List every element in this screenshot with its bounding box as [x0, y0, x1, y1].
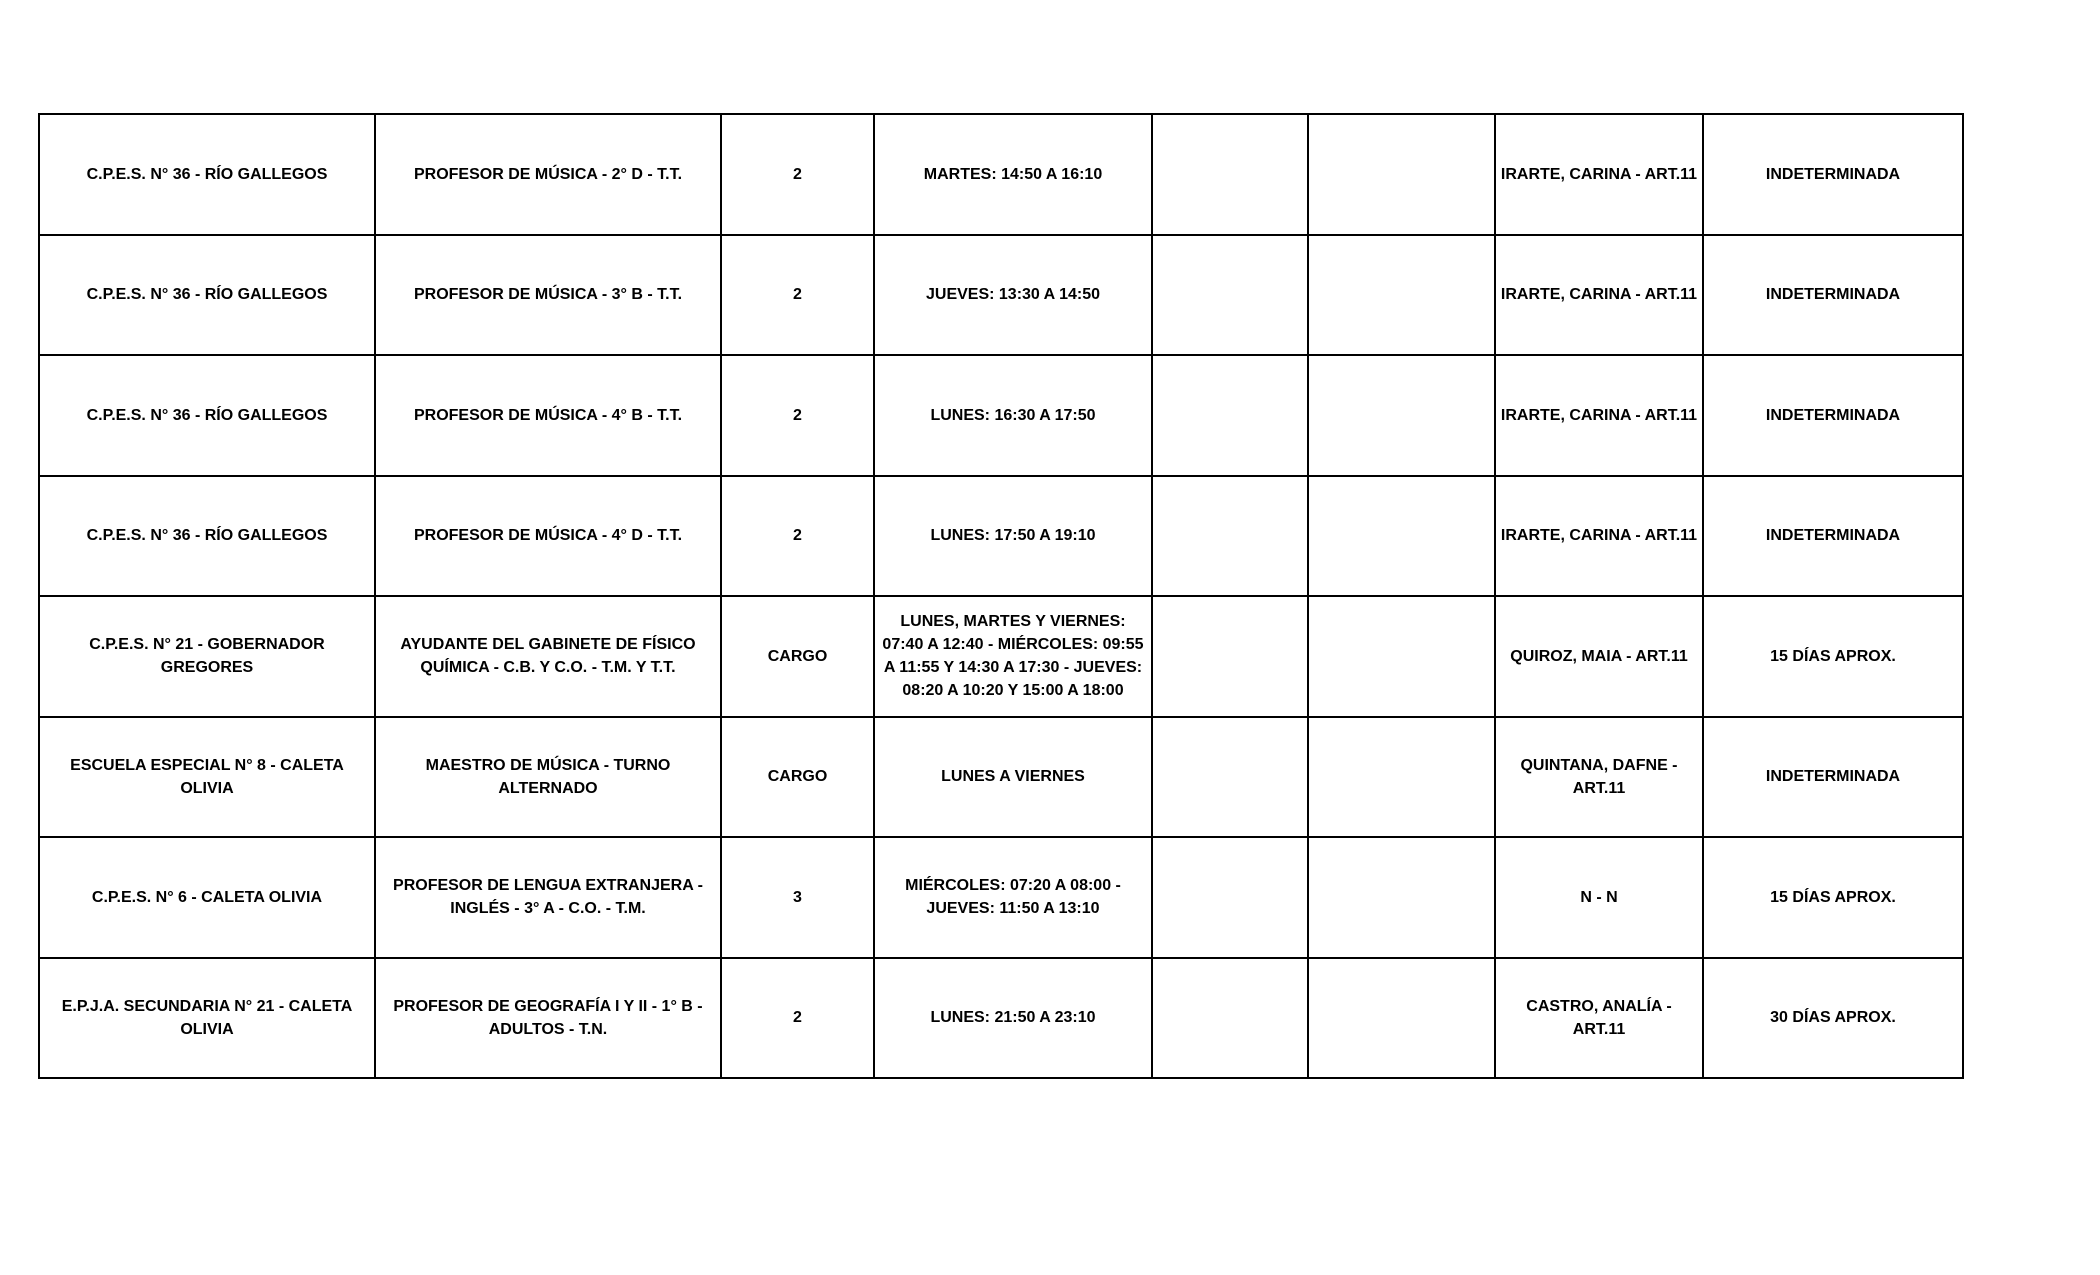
cell-hours: 3: [721, 837, 874, 958]
cell-duration: INDETERMINADA: [1703, 476, 1963, 597]
cell-schedule: MARTES: 14:50 A 16:10: [874, 114, 1152, 235]
cell-blank2: [1308, 717, 1495, 838]
cell-person: QUINTANA, DAFNE - ART.11: [1495, 717, 1703, 838]
cell-school: E.P.J.A. SECUNDARIA N° 21 - CALETA OLIVIA: [39, 958, 375, 1079]
table-row: [39, 355, 1963, 476]
cell-blank2: [1308, 235, 1495, 356]
table-row: [39, 958, 1963, 1079]
cell-duration: 15 DÍAS APROX.: [1703, 837, 1963, 958]
cell-school: C.P.E.S. N° 21 - GOBERNADOR GREGORES: [39, 596, 375, 717]
cell-blank2: [1308, 596, 1495, 717]
cell-hours: CARGO: [721, 596, 874, 717]
cell-hours: 2: [721, 114, 874, 235]
table-row: [39, 476, 1963, 597]
cell-hours: 2: [721, 958, 874, 1079]
table-row: [39, 114, 1963, 235]
cell-person: QUIROZ, MAIA - ART.11: [1495, 596, 1703, 717]
cell-school: C.P.E.S. N° 36 - RÍO GALLEGOS: [39, 355, 375, 476]
cell-blank1: [1152, 596, 1308, 717]
cell-blank1: [1152, 235, 1308, 356]
cell-blank1: [1152, 476, 1308, 597]
cell-position: PROFESOR DE MÚSICA - 4° D - T.T.: [375, 476, 721, 597]
cell-person: CASTRO, ANALÍA - ART.11: [1495, 958, 1703, 1079]
cell-blank1: [1152, 837, 1308, 958]
cell-schedule: LUNES A VIERNES: [874, 717, 1152, 838]
cell-blank1: [1152, 717, 1308, 838]
cell-schedule: LUNES: 16:30 A 17:50: [874, 355, 1152, 476]
cell-blank2: [1308, 114, 1495, 235]
cell-school: C.P.E.S. N° 36 - RÍO GALLEGOS: [39, 476, 375, 597]
cell-school: C.P.E.S. N° 36 - RÍO GALLEGOS: [39, 114, 375, 235]
cell-position: PROFESOR DE LENGUA EXTRANJERA - INGLÉS - 3° A - C.O. - T.M.: [375, 837, 721, 958]
table-row: [39, 235, 1963, 356]
cell-blank1: [1152, 114, 1308, 235]
cell-school: C.P.E.S. N° 6 - CALETA OLIVIA: [39, 837, 375, 958]
table-row: [39, 596, 1963, 717]
cell-school: ESCUELA ESPECIAL N° 8 - CALETA OLIVIA: [39, 717, 375, 838]
cell-blank2: [1308, 958, 1495, 1079]
cell-person: IRARTE, CARINA - ART.11: [1495, 114, 1703, 235]
vacancies-table: [38, 113, 1964, 1079]
cell-schedule: LUNES: 21:50 A 23:10: [874, 958, 1152, 1079]
cell-duration: INDETERMINADA: [1703, 355, 1963, 476]
cell-position: PROFESOR DE GEOGRAFÍA I Y II - 1° B - ADULTOS - T.N.: [375, 958, 721, 1079]
cell-blank2: [1308, 355, 1495, 476]
cell-person: IRARTE, CARINA - ART.11: [1495, 476, 1703, 597]
cell-position: PROFESOR DE MÚSICA - 2° D - T.T.: [375, 114, 721, 235]
cell-blank2: [1308, 837, 1495, 958]
cell-hours: 2: [721, 235, 874, 356]
cell-person: IRARTE, CARINA - ART.11: [1495, 355, 1703, 476]
cell-position: AYUDANTE DEL GABINETE DE FÍSICO QUÍMICA - C.B. Y C.O. - T.M. Y T.T.: [375, 596, 721, 717]
cell-duration: 15 DÍAS APROX.: [1703, 596, 1963, 717]
cell-blank1: [1152, 355, 1308, 476]
cell-hours: 2: [721, 476, 874, 597]
cell-blank1: [1152, 958, 1308, 1079]
cell-schedule: JUEVES: 13:30 A 14:50: [874, 235, 1152, 356]
cell-hours: CARGO: [721, 717, 874, 838]
cell-person: N - N: [1495, 837, 1703, 958]
cell-school: C.P.E.S. N° 36 - RÍO GALLEGOS: [39, 235, 375, 356]
cell-person: IRARTE, CARINA - ART.11: [1495, 235, 1703, 356]
cell-position: PROFESOR DE MÚSICA - 3° B - T.T.: [375, 235, 721, 356]
cell-duration: INDETERMINADA: [1703, 114, 1963, 235]
table-body: [39, 114, 1963, 1078]
cell-schedule: LUNES: 17:50 A 19:10: [874, 476, 1152, 597]
cell-blank2: [1308, 476, 1495, 597]
cell-hours: 2: [721, 355, 874, 476]
cell-duration: INDETERMINADA: [1703, 235, 1963, 356]
table-row: [39, 717, 1963, 838]
cell-duration: 30 DÍAS APROX.: [1703, 958, 1963, 1079]
cell-duration: INDETERMINADA: [1703, 717, 1963, 838]
cell-schedule: MIÉRCOLES: 07:20 A 08:00 - JUEVES: 11:50 A 13:10: [874, 837, 1152, 958]
cell-position: MAESTRO DE MÚSICA - TURNO ALTERNADO: [375, 717, 721, 838]
cell-schedule: LUNES, MARTES Y VIERNES: 07:40 A 12:40 - MIÉRCOLES: 09:55 A 11:55 Y 14:30 A 17:30 - JUEVES: 08:20 A 10:20 Y 15:00 A 18:00: [874, 596, 1152, 717]
cell-position: PROFESOR DE MÚSICA - 4° B - T.T.: [375, 355, 721, 476]
table-row: [39, 837, 1963, 958]
